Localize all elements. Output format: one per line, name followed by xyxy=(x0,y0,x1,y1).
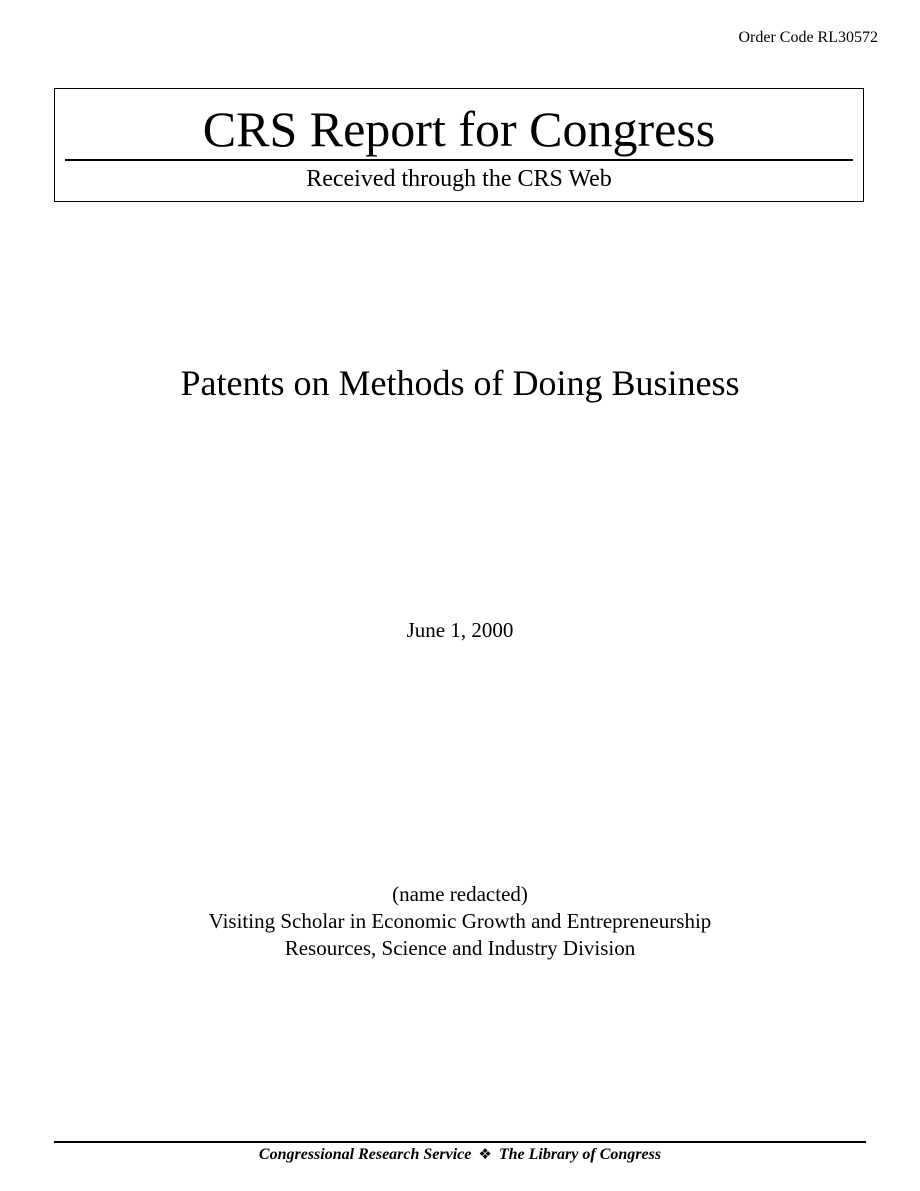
masthead-box xyxy=(54,88,864,202)
report-date: June 1, 2000 xyxy=(406,618,514,642)
report-title: Patents on Methods of Doing Business xyxy=(180,363,740,403)
masthead-divider xyxy=(65,159,853,161)
masthead-subtitle: Received through the CRS Web xyxy=(306,166,612,192)
order-code: Order Code RL30572 xyxy=(738,29,878,46)
author-division: Resources, Science and Industry Division xyxy=(284,936,636,960)
masthead-title: CRS Report for Congress xyxy=(202,101,716,157)
author-position: Visiting Scholar in Economic Growth and Entrepreneurship xyxy=(208,909,712,933)
footer-organization: Congressional Research Service xyxy=(258,1146,472,1163)
footer-library: The Library of Congress xyxy=(498,1146,662,1163)
author-name: (name redacted) xyxy=(392,882,528,906)
diamond-ornament-icon: ❖ xyxy=(478,1145,492,1163)
author-block xyxy=(0,881,920,962)
footer xyxy=(0,1143,920,1166)
